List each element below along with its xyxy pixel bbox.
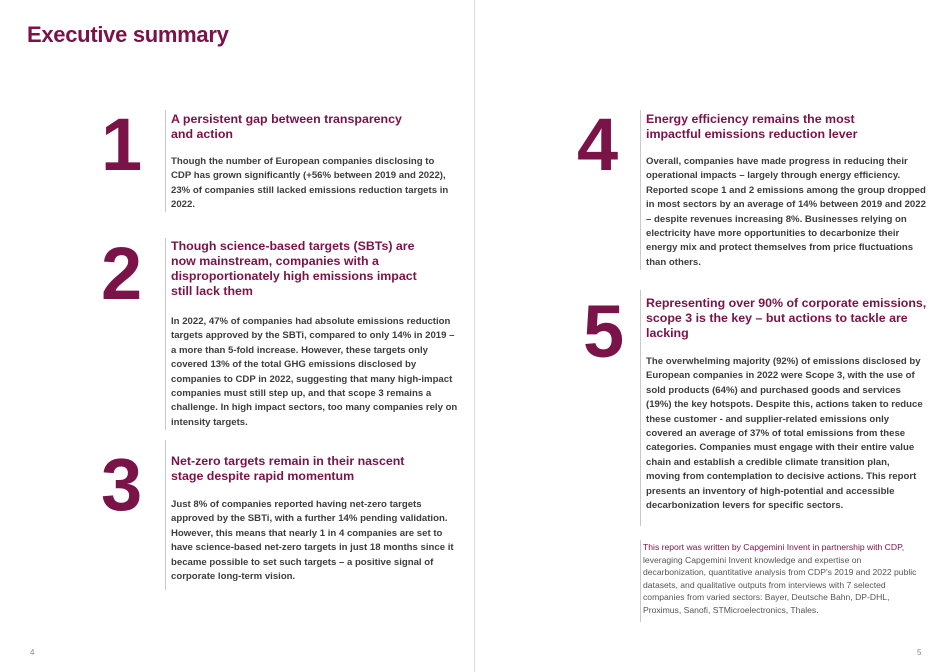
- left-page-number: 4: [30, 648, 35, 657]
- item-number: 4: [577, 103, 619, 186]
- right-page-number: 5: [917, 648, 922, 657]
- note-rule: [640, 540, 641, 622]
- item-rule: [165, 110, 166, 212]
- item-rule: [640, 110, 641, 270]
- item-body: Overall, companies have made progress in reducing their operational impacts – largely through energy efficiency. Reported scope 1 and 2 emissions among the group dropped in most sectors by an average of 14% between 2019 and 2022 – despite revenues increasing 8%. Businesses relying on electricity have more opportunities to decarbonize their energy mix and protect themselves from price fluctuations than others.: [646, 156, 926, 268]
- item-number: 1: [101, 103, 143, 186]
- item-heading: Energy efficiency remains the most impactful emissions reduction lever: [646, 112, 858, 141]
- item-number: 3: [101, 443, 143, 526]
- item-heading: A persistent gap between transparency and action: [171, 112, 402, 141]
- item-rule: [165, 440, 166, 590]
- item-rule: [640, 290, 641, 526]
- item-rule: [165, 238, 166, 430]
- note-lead: This report was written by Capgemini Invent in partnership with CDP,: [643, 542, 905, 552]
- report-credit-note: [643, 541, 923, 617]
- item-body: Though the number of European companies disclosing to CDP has grown significantly (+56% between 2019 and 2022), 23% of companies still lacked emissions reduction targets in 2022.: [171, 156, 449, 211]
- page-title: Executive summary: [27, 22, 229, 47]
- note-text: leveraging Capgemini Invent knowledge and expertise on decarbonization, quantitative analysis from CDP's 2019 and 2022 public datasets, and qualitative outputs from interviews with 7 selected companies from varied sectors: Bayer, Deutsche Bahn, DP-DHL, Proximus, Sanofi, STMicroelectronics, Thales.: [643, 554, 917, 615]
- item-heading: Net-zero targets remain in their nascent stage despite rapid momentum: [171, 454, 405, 483]
- item-body: In 2022, 47% of companies had absolute emissions reduction targets approved by the SBTi, compared to only 14% in 2019 – a more than 5-fold increase. However, these targets only covered 13% of the total GHG emissions disclosed by companies to CDP in 2022, suggesting that many high-impact companies must still step up, and that scope 3 remains a challenge. In high impact sectors, too many companies rely on intensity targets.: [171, 316, 458, 428]
- item-number: 2: [101, 232, 143, 315]
- item-heading: Though science-based targets (SBTs) are now mainstream, companies with a disproportionately high emissions impact still lack them: [171, 239, 417, 298]
- item-body: The overwhelming majority (92%) of emissions disclosed by European companies in 2022 were Scope 3, with the use of sold products (64%) and purchased goods and services (19%) the key hotspots. Despite this, actions taken to reduce these customer - and supplier-related emissions only covered an average of 37% of total emissions from these categories. Companies must engage with their entire value chain and establish a credible climate transition plan, moving from contemplation to decisive actions. This report presents an inventory of high-potential and accessible decarbonization levers for specific sectors.: [646, 356, 923, 512]
- item-body: Just 8% of companies reported having net-zero targets approved by the SBTi, with a further 14% pending validation. However, this means that nearly 1 in 4 companies are set to have science-based net-zero targets in just 18 months since it became possible to set such targets – a positive signal of corporate long-term vision.: [171, 499, 454, 583]
- item-number: 5: [583, 290, 625, 373]
- item-heading: Representing over 90% of corporate emissions, scope 3 is the key – but actions to tackle are lacking: [646, 296, 927, 340]
- page-gutter: [474, 0, 475, 672]
